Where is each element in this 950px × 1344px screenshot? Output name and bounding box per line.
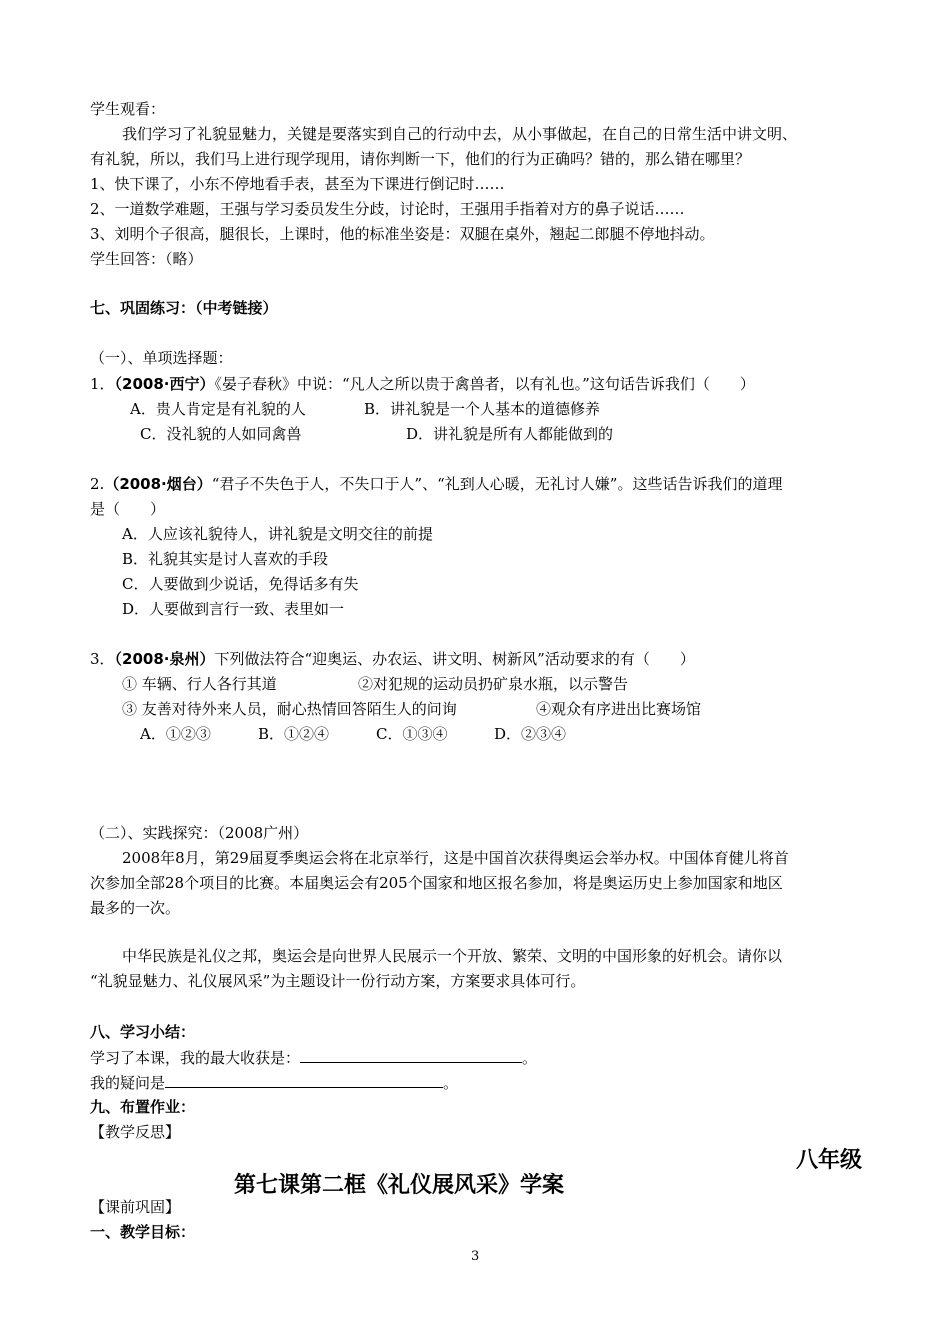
question-1 [90, 374, 755, 394]
section-8-heading: 八、学习小结： [90, 1023, 196, 1041]
case-2: 2、一道数学难题，王强与学习委员发生分歧，讨论时，王强用手指着对方的鼻子说话…… [90, 200, 685, 218]
question-2 [90, 474, 782, 494]
learning-gain-blank[interactable] [300, 1047, 522, 1063]
student-answer: 学生回答：（略） [90, 250, 203, 268]
teaching-reflection: 【教学反思】 [90, 1123, 181, 1141]
question-3-option-a: A．①②③ [140, 725, 211, 743]
doubt-blank[interactable] [165, 1072, 443, 1088]
teaching-goals-heading: 一、教学目标： [90, 1223, 196, 1241]
pre-class-review: 【课前巩固】 [90, 1198, 181, 1216]
practice-para-2-line-2: “礼貌显魅力、礼仪展风采”为主题设计一份行动方案，方案要求具体可行。 [90, 972, 586, 990]
part-2-title: （二）、实践探究：（2008广州） [90, 824, 309, 842]
section-7-heading: 七、巩固练习：（中考链接） [90, 299, 278, 317]
practice-para-2-line-1: 中华民族是礼仪之邦，奥运会是向世界人民展示一个开放、繁荣、文明的中国形象的好机会。请你以 [122, 947, 783, 965]
intro-line-1: 我们学习了礼貌显魅力，关键是要落实到自己的行动中去，从小事做起，在自己的日常生活中讲文明、 [122, 125, 798, 143]
question-3-item-2: ②对犯规的运动员扔矿泉水瓶，以示警告 [358, 675, 629, 693]
question-3-items-34 [122, 699, 701, 719]
question-1-stem: 《晏子春秋》中说：“凡人之所以贵于禽兽者，以有礼也。”这句话告诉我们（ ） [214, 375, 755, 393]
question-3-source: （2008·泉州） [114, 650, 215, 668]
part-1-title: （一）、单项选择题： [90, 349, 233, 367]
learning-gain-line [90, 1047, 537, 1068]
question-2-stem-continued: 是（ ） [90, 500, 166, 518]
question-3-option-c: C．①③④ [376, 725, 448, 743]
question-3-option-d: D．②③④ [494, 725, 567, 743]
question-2-stem: “君子不失色于人，不失口于人”、“礼到人心暖，无礼讨人嫌”。这些话告诉我们的道理 [211, 475, 783, 493]
question-3-item-3: ③ 友善对待外来人员，耐心热情回答陌生人的问询 [122, 700, 457, 718]
question-3-number: 3． [90, 650, 115, 668]
question-1-number: 1． [90, 375, 115, 393]
watch-label: 学生观看： [90, 100, 166, 118]
grade-label: 八年级 [796, 1148, 863, 1173]
doubt-suffix: 。 [443, 1074, 459, 1092]
question-3-items-12 [122, 674, 628, 694]
doubt-line [90, 1072, 458, 1093]
practice-para-1-line-3: 最多的一次。 [90, 899, 181, 917]
question-2-option-c: C．人要做到少说话，免得话多有失 [122, 575, 359, 593]
lesson-title: 第七课第二框《礼仪展风采》学案 [234, 1173, 565, 1198]
question-2-source: （2008·烟台） [104, 475, 212, 493]
question-2-option-a: A．人应该礼貌待人，讲礼貌是文明交往的前提 [122, 525, 433, 543]
practice-para-1-line-1: 2008年8月，第29届夏季奥运会将在北京举行，这是中国首次获得奥运会举办权。中国体育健儿将首 [122, 849, 789, 867]
question-3-options [140, 724, 566, 744]
question-3-option-b: B．①②④ [258, 725, 330, 743]
question-1-option-a: A．贵人肯定是有礼貌的人 [130, 400, 306, 418]
intro-line-2: 有礼貌，所以，我们马上进行现学现用，请你判断一下，他们的行为正确吗？错的，那么错在哪里？ [90, 150, 751, 168]
doubt-prefix: 我的疑问是 [90, 1074, 166, 1092]
question-1-source: （2008·西宁） [114, 375, 215, 393]
question-1-option-b: B．讲礼貌是一个人基本的道德修养 [364, 400, 601, 418]
page-number: 3 [471, 1249, 480, 1264]
question-1-option-d: D．讲礼貌是所有人都能做到的 [406, 425, 614, 443]
section-9-heading: 九、布置作业： [90, 1098, 196, 1116]
question-3 [90, 649, 695, 669]
learning-gain-prefix: 学习了本课，我的最大收获是： [90, 1049, 301, 1067]
learning-gain-suffix: 。 [522, 1049, 538, 1067]
question-2-option-b: B．礼貌其实是讨人喜欢的手段 [122, 550, 329, 568]
question-1-options-ab [130, 399, 600, 419]
question-3-stem: 下列做法符合“迎奥运、办农运、讲文明、树新风”活动要求的有（ ） [214, 650, 695, 668]
case-1: 1、快下课了，小东不停地看手表，甚至为下课进行倒记时…… [90, 175, 505, 193]
question-1-option-c: C．没礼貌的人如同禽兽 [140, 425, 302, 443]
question-2-number: 2. [90, 475, 105, 493]
question-3-item-4: ④观众有序进出比赛场馆 [536, 700, 702, 718]
question-2-option-d: D．人要做到言行一致、表里如一 [122, 600, 345, 618]
practice-para-1-line-2: 次参加全部28个项目的比赛。本届奥运会有205个国家和地区报名参加，将是奥运历史上参加国家和地区 [90, 874, 783, 892]
question-1-options-cd [140, 424, 613, 444]
case-3: 3、刘明个子很高，腿很长，上课时，他的标准坐姿是：双腿在桌外，翘起二郎腿不停地抖动。 [90, 225, 715, 243]
question-3-item-1: ① 车辆、行人各行其道 [122, 675, 277, 693]
